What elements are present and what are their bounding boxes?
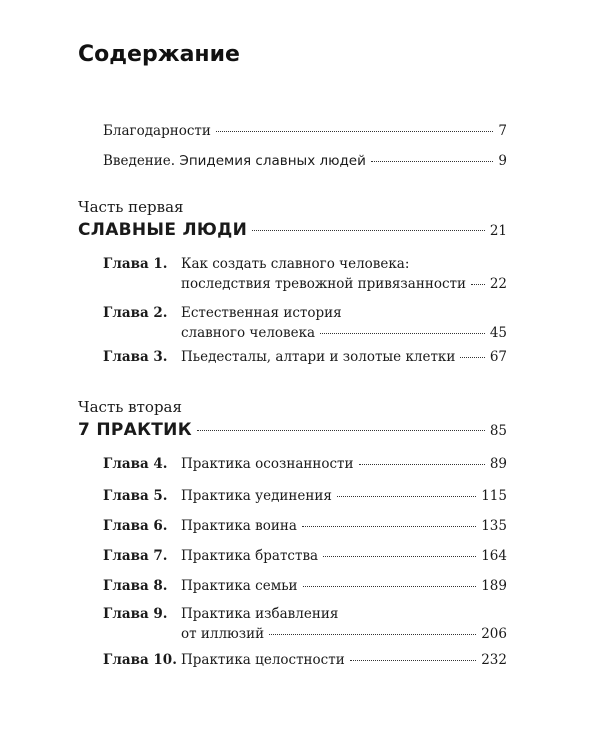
dot-leader (269, 634, 476, 635)
part-heading: 7 ПРАКТИК (78, 420, 192, 440)
dot-leader (337, 496, 476, 497)
chapter-label: Глава 3. (103, 349, 168, 365)
dot-leader (252, 230, 485, 231)
page-number: 206 (481, 626, 507, 642)
page-number: 115 (481, 488, 507, 504)
page-number: 21 (489, 223, 507, 239)
entry-title: Эпидемия славных людей (179, 153, 366, 169)
dot-leader (371, 161, 494, 162)
chapter-title: последствия тревожной привязанности (181, 276, 466, 292)
chapter-title: от иллюзий (181, 626, 265, 642)
page-number: 67 (489, 349, 507, 365)
dot-leader (323, 556, 476, 557)
page-number: 9 (498, 153, 507, 169)
chapter-label: Глава 1. (103, 256, 168, 272)
chapter-title: Практика воина (181, 518, 297, 534)
page-number: 189 (481, 578, 507, 594)
dot-leader (320, 333, 485, 334)
page-number: 89 (489, 456, 507, 472)
dot-leader (471, 284, 485, 285)
entry-title: Благодарности (103, 123, 211, 139)
part-heading: СЛАВНЫЕ ЛЮДИ (78, 220, 248, 240)
dot-leader (303, 586, 477, 587)
dot-leader (302, 526, 476, 527)
dot-leader (216, 131, 494, 132)
page-title: Содержание (78, 42, 240, 67)
toc-entry-part-2[interactable] (78, 420, 507, 440)
part-label: Часть первая (78, 198, 184, 216)
chapter-title: Практика осознанности (181, 456, 354, 472)
chapter-title-line: Практика избавления (181, 606, 339, 622)
part-label: Часть вторая (78, 398, 182, 416)
chapter-title: Практика уединения (181, 488, 332, 504)
chapter-label: Глава 6. (103, 518, 168, 534)
page-number: 45 (489, 325, 507, 341)
chapter-label: Глава 9. (103, 606, 168, 622)
chapter-label: Глава 10. (103, 652, 177, 668)
page-number: 232 (481, 652, 507, 668)
chapter-title-line: Естественная история (181, 305, 342, 321)
page-number: 164 (481, 548, 507, 564)
toc-entry-acknowledgements[interactable] (103, 123, 507, 139)
page-number: 135 (481, 518, 507, 534)
dot-leader (350, 660, 477, 661)
chapter-label: Глава 7. (103, 548, 168, 564)
dot-leader (197, 430, 485, 431)
dot-leader (359, 464, 485, 465)
chapter-label: Глава 4. (103, 456, 168, 472)
chapter-title: Практика семьи (181, 578, 298, 594)
chapter-label: Глава 2. (103, 305, 168, 321)
chapter-title-line: Как создать славного человека: (181, 256, 410, 272)
chapter-label: Глава 8. (103, 578, 168, 594)
chapter-label: Глава 5. (103, 488, 168, 504)
chapter-title: славного человека (181, 325, 316, 341)
toc-entry-introduction[interactable] (103, 153, 507, 169)
chapter-title: Практика братства (181, 548, 319, 564)
chapter-title: Пьедесталы, алтари и золотые клетки (181, 349, 456, 365)
page-number: 22 (489, 276, 507, 292)
chapter-title: Практика целостности (181, 652, 345, 668)
page-number: 85 (489, 423, 507, 439)
dot-leader (460, 357, 484, 358)
toc-entry-part-1[interactable] (78, 220, 507, 240)
page-number: 7 (498, 123, 507, 139)
entry-prefix: Введение. (103, 153, 176, 169)
